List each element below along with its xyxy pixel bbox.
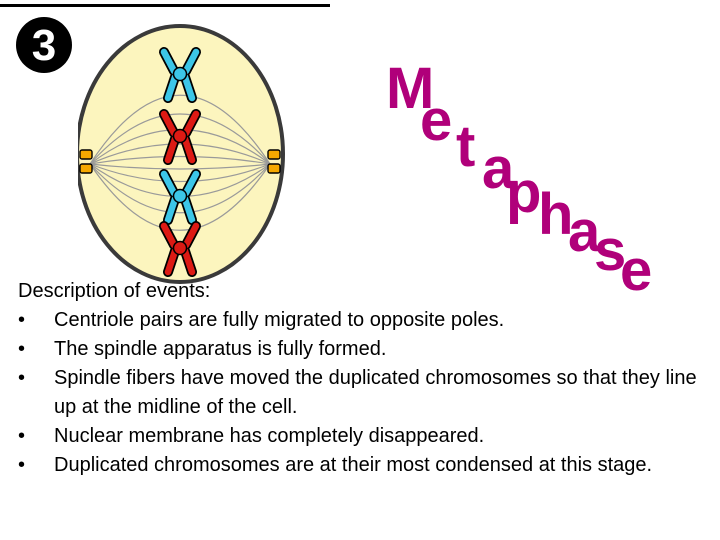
bullet-icon: • bbox=[18, 338, 26, 360]
description-list bbox=[18, 306, 718, 480]
centromere bbox=[174, 130, 187, 143]
title-letter: e bbox=[420, 88, 453, 153]
description-item bbox=[18, 364, 718, 422]
bullet-icon: • bbox=[18, 454, 26, 476]
title-letter: e bbox=[620, 238, 653, 303]
title-letter: M bbox=[386, 56, 435, 121]
centriole bbox=[80, 150, 92, 159]
title-letter: a bbox=[482, 136, 515, 201]
title-letter: a bbox=[568, 199, 601, 264]
description-item-text: The spindle apparatus is fully formed. bbox=[54, 338, 387, 360]
title-letter: h bbox=[538, 182, 574, 247]
description-block bbox=[18, 277, 718, 480]
description-item-text: Duplicated chromosomes are at their most condensed at this stage. bbox=[54, 454, 653, 476]
bullet-icon: • bbox=[18, 309, 26, 331]
step-number: 3 bbox=[31, 21, 57, 70]
centromere bbox=[174, 190, 187, 203]
description-item-text: Spindle fibers have moved the duplicated chromosomes so that they line up at the midline of the cell. bbox=[54, 367, 697, 418]
step-badge bbox=[15, 16, 73, 74]
description-item bbox=[18, 306, 718, 335]
centromere bbox=[174, 242, 187, 255]
top-rule bbox=[0, 4, 330, 7]
centromere bbox=[174, 68, 187, 81]
bullet-icon: • bbox=[18, 367, 26, 389]
description-item-text: Nuclear membrane has completely disappeared. bbox=[54, 425, 485, 447]
title-letter: s bbox=[594, 218, 627, 283]
description-item bbox=[18, 422, 718, 451]
bullet-icon: • bbox=[18, 425, 26, 447]
metaphase-cell-diagram bbox=[78, 14, 290, 284]
title-letter: t bbox=[456, 114, 476, 179]
centriole bbox=[268, 150, 280, 159]
description-item bbox=[18, 451, 718, 480]
description-item-text: Centriole pairs are fully migrated to opposite poles. bbox=[54, 309, 505, 331]
title-letter: p bbox=[506, 160, 542, 225]
centriole bbox=[268, 164, 280, 173]
description-heading: Description of events: bbox=[18, 280, 211, 302]
centriole bbox=[80, 164, 92, 173]
description-item bbox=[18, 335, 718, 364]
